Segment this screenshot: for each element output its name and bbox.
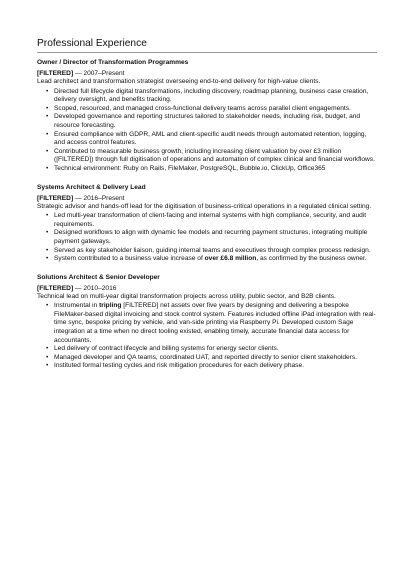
job-bullet: • Served as key stakeholder liaison, guiding internal teams and executives through complex process redesign.: [46, 247, 377, 256]
job-bullet: • Led multi-year transformation of client-facing and internal systems with high compliance, security, and audit requirements.: [46, 212, 377, 229]
job-dates: — 2010–2016: [73, 284, 117, 292]
job-bullet: • Instituted formal testing cycles and risk mitigation procedures for each delivery phase.: [46, 362, 377, 371]
job-bullets: [37, 88, 377, 174]
job-summary: Technical lead on multi-year digital transformation projects across utility, public sector, and B2B clients.: [37, 292, 336, 300]
job-bullet: • Led delivery of contract lifecycle and billing systems for energy sector clients.: [46, 345, 377, 354]
job-bullet: • Designed workflows to align with dynamic fee models and recurring payment structures, integrating multiple payment gateways.: [46, 229, 377, 246]
job-entry: [37, 183, 377, 264]
job-bullets: [37, 212, 377, 264]
job-company: [FILTERED]: [37, 284, 74, 292]
job-company: [FILTERED]: [37, 70, 74, 77]
job-bullets: [37, 302, 377, 371]
job-company-dates: [37, 69, 377, 78]
job-bullet: • Scoped, resourced, and managed cross-functional delivery teams across parallel client engagements.: [46, 105, 377, 114]
job-summary: Lead architect and transformation strategist overseeing end-to-end delivery for high-value clients.: [37, 78, 321, 85]
job-company-dates: [37, 194, 377, 203]
job-dates: — 2007–Present: [73, 70, 125, 77]
job-entry: [37, 58, 377, 174]
bullet-emphasis: tripling: [99, 302, 122, 310]
job-dates: — 2016–Present: [73, 194, 125, 202]
job-company-dates: [37, 284, 377, 293]
job-bullet: • Developed governance and reporting structures tailored to stakeholder needs, including risk, budget, and resource forecasting.: [46, 113, 377, 130]
job-bullet: • Ensured compliance with GDPR, AML and client-specific audit needs through automated retention, logging, and access control features.: [46, 131, 377, 148]
job-bullet: • Managed developer and QA teams, coordinated UAT, and reported directly to senior client stakeholders.: [46, 354, 377, 363]
job-entry: [37, 273, 377, 371]
job-bullet: [46, 302, 377, 345]
job-title: Solutions Architect & Senior Developer: [37, 273, 160, 281]
bullet-text: , as confirmed by the business owner.: [256, 255, 367, 263]
job-bullet: • Contributed to measurable business growth, including increasing client valuation by over £3 million ([FILTERED]) through full digitisation of operations and automation of complex clinical and financial workflows.: [46, 148, 377, 165]
bullet-text: [FILTERED] net assets over five years by designing and delivering a bespoke FileMaker-based digital invoicing and stock control system. Features included offline iPad integration with real-time sync, bespoke pricing by vehicle, and van-side printing via Raspberry Pi. Developed custom Sage integration at a time when no direct tooling existed, enabling timely, accurate financial data access for accountants.: [54, 302, 376, 344]
job-bullet: • Technical environment: Ruby on Rails, FileMaker, PostgreSQL, Bubble.io, ClickUp, Office365: [46, 165, 377, 174]
bullet-emphasis: over £6.8 million: [204, 255, 257, 263]
bullet-text: Instrumental in: [54, 302, 100, 310]
job-bullet: [46, 255, 377, 264]
job-title: Owner / Director of Transformation Programmes: [37, 59, 189, 66]
job-bullet: • Directed full lifecycle digital transformations, including discovery, roadmap planning, business case creation, delivery oversight, and benefits tracking.: [46, 88, 377, 105]
job-summary: Strategic advisor and hands-off lead for the digitisation of business-critical operations in a regulated clinical setting.: [37, 202, 372, 210]
bullet-text: System contributed to a business value increase of: [54, 255, 205, 263]
section-title: Professional Experience: [37, 37, 377, 53]
job-title: Systems Architect & Delivery Lead: [37, 183, 146, 191]
job-company: [FILTERED]: [37, 194, 74, 202]
